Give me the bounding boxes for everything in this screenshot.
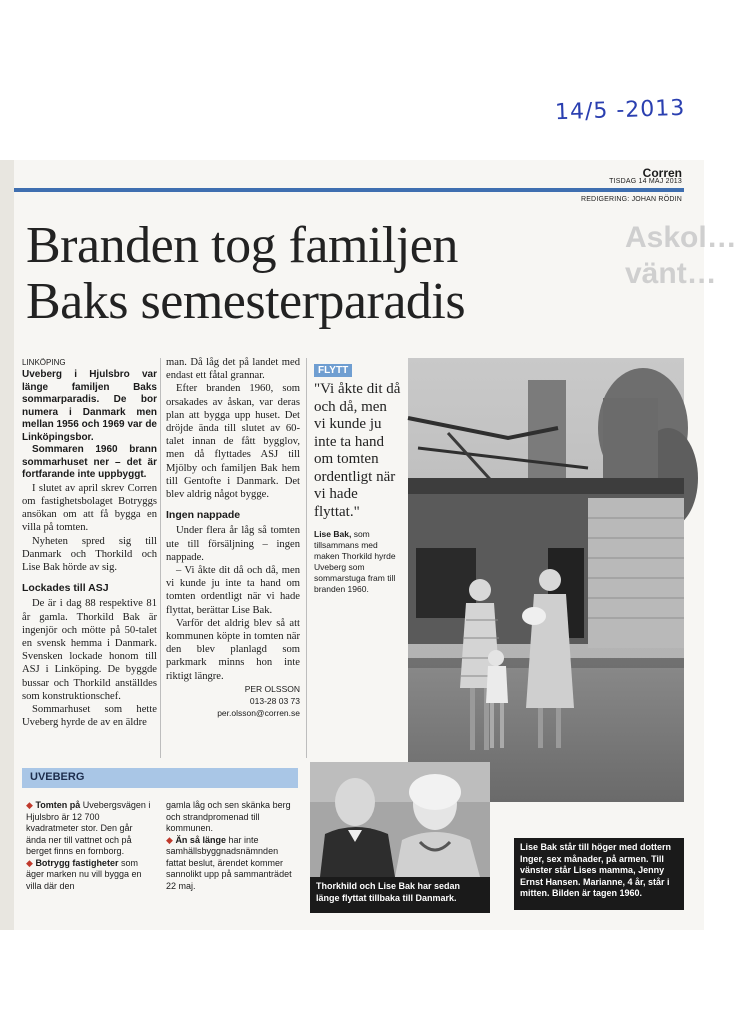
masthead-paper: Corren xyxy=(642,166,682,180)
handwritten-date: 14/5 -2013 xyxy=(554,95,686,126)
pull-quote-label: FLYTT xyxy=(314,364,352,377)
fact-item: ◆ Botrygg fastigheter som äger marken nu vill bygga en villa där den xyxy=(26,857,142,891)
bullet-icon: ◆ xyxy=(26,857,33,868)
subheading: Lockades till ASJ xyxy=(22,582,109,595)
pull-quote: "Vi åkte dit då och då, men vi kunde ju inte ta hand om tomten ordentligt när vi hade flyttat." xyxy=(314,381,401,520)
factbox-column-1 xyxy=(26,800,154,892)
column-divider xyxy=(306,358,307,758)
fact-item-continued: gamla låg och sen skänka berg och strandpromenad till kommunen. xyxy=(166,800,291,833)
burned-house-photo xyxy=(408,358,684,802)
burned-house-illustration xyxy=(408,358,684,802)
column-divider xyxy=(160,358,161,758)
headline-line-2: Baks semesterparadis xyxy=(26,273,466,330)
couple-photo xyxy=(310,762,490,877)
byline-name: PER OLSSON xyxy=(244,683,300,694)
couple-illustration xyxy=(310,762,490,877)
byline xyxy=(166,683,300,719)
couple-caption: Thorkhild och Lise Bak har sedan länge flyttat tillbaka till Danmark. xyxy=(310,877,490,913)
subheading: Ingen nappade xyxy=(166,509,241,522)
pull-quote-box xyxy=(314,360,402,595)
body-paragraph: Efter branden 1960, som orsakades av åskan, var deras plan att bygga upp huset. Det dröjde ända till slutet av 60-talet innan de fått bygglov, men då flyttades ASJ till Mjölby och familjen Bak hem till Gentofte i Danmark. Det blev aldrig något bygge. xyxy=(166,383,300,501)
lead-paragraph-1: Uveberg i Hjulsbro var länge familjen Baks sommarparadis. De bor numera i Danmark men mellan 1956 och 1969 var de Linköpingsbor. xyxy=(22,369,157,443)
fact-item: ◆ Än så länge har inte samhällsbyggnadsnämnden fattat beslut, ärendet kommer sannolikt upp på sammanträdet 22 maj. xyxy=(166,834,292,891)
article-column-2 xyxy=(166,356,300,719)
editor-credit: REDIGERING: JOHAN RÖDIN xyxy=(580,196,682,203)
headline-line-1: Branden tog familjen xyxy=(26,217,458,274)
factbox-column-2 xyxy=(166,800,300,892)
bullet-icon: ◆ xyxy=(166,834,173,845)
body-paragraph: Varför det aldrig blev så att kommunen köpte in tomten när den blev planlagd som parkmark minns hon inte riktigt längre. xyxy=(166,617,300,682)
body-paragraph: – Vi åkte dit då och då, men vi kunde ju inte ta hand om tomten ordentligt när vi hade flyttat, berättar Lise Bak. xyxy=(166,565,300,616)
body-paragraph: De är i dag 88 respektive 81 år gamla. Thorkild Bak är ingenjör och mötte på 50-talet en svensk hemma i Danmark. Svensken lockade honom till ASJ i Linköping. De byggde bussar och Thorkild anställdes som konstruktionschef. xyxy=(22,598,157,702)
body-paragraph: I slutet av april skrev Corren om fastighetsbolaget Botryggs ansökan om att få bygga en villa på tomten. xyxy=(22,482,157,534)
burned-house-caption: Lise Bak står till höger med dottern Inger, sex månader, på armen. Till vänster står Lises mamma, Jenny Ernst Hansen. Marianne, 4 år, står i mitten. Bilden är tagen 1960. xyxy=(514,838,684,910)
bullet-icon: ◆ xyxy=(26,800,33,810)
lead-paragraph-2: Sommaren 1960 brann sommarhuset ner – det är fortfarande inte uppbyggt. xyxy=(22,444,157,481)
body-paragraph: Nyheten spred sig till Danmark och Thorkild och Lise Bak hörde av sig. xyxy=(22,535,157,573)
masthead-date: TISDAG 14 MAJ 2013 xyxy=(609,178,682,185)
pull-quote-attribution: Lise Bak, som tillsammans med maken Thorkild hyrde Uveberg som sommarstuga fram till branden 1960. xyxy=(314,529,396,594)
body-paragraph: man. Då låg det på landet med endast ett fåtal grannar. xyxy=(166,357,300,382)
dateline: LINKÖPING xyxy=(22,358,66,367)
adjacent-headline-ghost: Askol… vänt… xyxy=(625,221,737,290)
byline-phone: 013-28 03 73 xyxy=(249,695,300,706)
article-column-1 xyxy=(22,356,157,729)
factbox-heading: UVEBERG xyxy=(22,768,298,788)
byline-email: per.olsson@corren.se xyxy=(217,707,300,718)
fact-item: ◆ Tomten på Uvebergsvägen i Hjulsbro är 12 700 kvadratmeter stor. Den går ända ner till vattnet och på berget finns en fornborg. xyxy=(26,800,151,856)
body-paragraph: Under flera år låg så tomten ute till försäljning – ingen nappade. xyxy=(166,525,300,563)
body-paragraph: Sommarhuset som hette Uveberg hyrde de av en äldre xyxy=(22,703,157,729)
top-rule xyxy=(14,188,684,192)
headline xyxy=(26,218,626,330)
